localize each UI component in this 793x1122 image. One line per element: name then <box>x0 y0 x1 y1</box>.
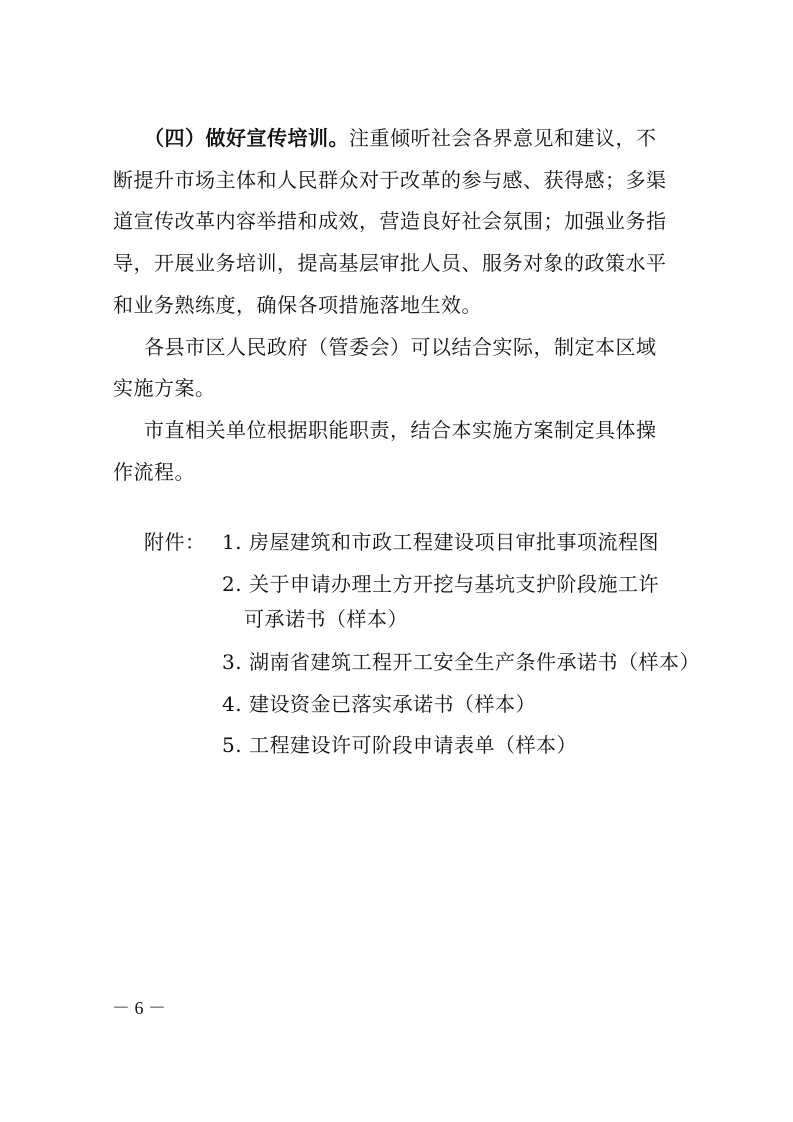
paragraph-line: 作流程。 <box>113 460 195 484</box>
paragraph-line: 实施方案。 <box>113 376 216 400</box>
attachment-item: 2. 关于申请办理土方开挖与基坑支护阶段施工许 <box>222 572 659 596</box>
attachments-label: 附件： <box>144 530 206 554</box>
attachment-item: 3. 湖南省建筑工程开工安全生产条件承诺书（样本） <box>222 650 700 674</box>
section-text-line: 和业务熟练度，确保各项措施落地生效。 <box>113 293 482 317</box>
page-number: － 6 － <box>112 998 166 1018</box>
attachment-item: 4. 建设资金已落实承诺书（样本） <box>222 692 536 716</box>
attachment-item: 1. 房屋建筑和市政工程建设项目审批事项流程图 <box>222 530 659 554</box>
attachment-item: 5. 工程建设许可阶段申请表单（样本） <box>222 733 577 757</box>
section-heading: （四）做好宣传培训。 <box>144 126 349 150</box>
paragraph-line: 各县市区人民政府（管委会）可以结合实际，制定本区域 <box>144 335 657 359</box>
section-text-line: 断提升市场主体和人民群众对于改革的参与感、获得感；多渠 <box>113 168 667 192</box>
section-first-line <box>144 124 657 152</box>
section-text-line: 道宣传改革内容举措和成效，营造良好社会氛围；加强业务指 <box>113 209 667 233</box>
section-text-line: 导，开展业务培训，提高基层审批人员、服务对象的政策水平 <box>113 251 667 275</box>
section-text-line: 注重倾听社会各界意见和建议，不 <box>349 126 657 150</box>
paragraph-line: 市直相关单位根据职能职责，结合本实施方案制定具体操 <box>144 418 657 442</box>
attachment-item-continuation: 可承诺书（样本） <box>244 607 408 631</box>
